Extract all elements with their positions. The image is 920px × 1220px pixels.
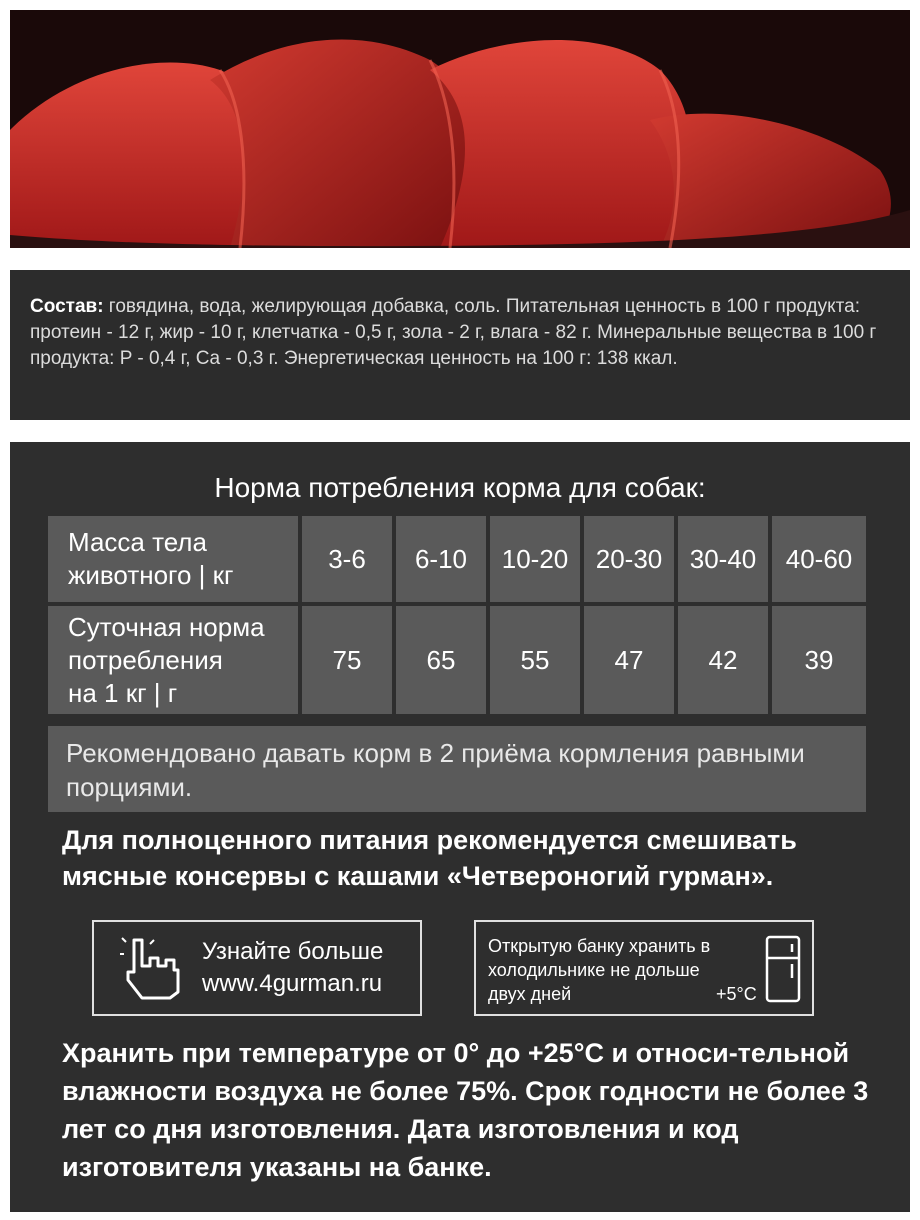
amount-cell: 47 (584, 606, 674, 714)
weight-cell: 10-20 (490, 516, 580, 602)
learn-more-text[interactable]: Узнайте больше www.4gurman.ru (202, 938, 384, 997)
fridge-temperature: +5°C (716, 984, 757, 1004)
weight-cell: 20-30 (584, 516, 674, 602)
learn-more-box[interactable] (92, 920, 422, 1016)
amount-row-label: Суточная норма потребления на 1 кг | г (48, 606, 298, 714)
mix-recommendation: Для полноценного питания рекомендуется смешивать мясные консервы с кашами «Четвероногий гурман». (62, 825, 797, 891)
fridge-text: Открытую банку хранить в холодильнике не дольше двух дней (488, 936, 711, 1004)
refrigerator-icon (764, 934, 802, 1004)
storage-conditions: Хранить при температуре от 0° до +25°C и относи-тельной влажности воздуха не более 75%. Срок годности не более 3 лет со дня изготовления. Дата изготовления и код изготовителя указаны на банке. (62, 1038, 869, 1182)
meat-photo (10, 10, 910, 248)
amount-cell: 65 (396, 606, 486, 714)
weight-cell: 40-60 (772, 516, 866, 602)
feeding-panel (10, 442, 910, 1212)
weight-cell: 3-6 (302, 516, 392, 602)
amount-cell: 39 (772, 606, 866, 714)
composition-body: говядина, вода, желирующая добавка, соль. Питательная ценность в 100 г продукта: протеин - 12 г, жир - 10 г, клетчатка - 0,5 г, зола - 2 г, влага - 82 г. Минеральные вещества в 100 г продукта: P - 0,4 г, Ca - 0,3 г. Энергетическая ценность на 100 г: 138 ккал. (30, 296, 877, 369)
fridge-box (474, 920, 814, 1016)
norm-title: Норма потребления корма для собак: (214, 472, 706, 503)
amount-cell: 42 (678, 606, 768, 714)
amount-cell: 55 (490, 606, 580, 714)
weight-cell: 30-40 (678, 516, 768, 602)
weight-row-label: Масса тела животного | кг (48, 516, 298, 602)
feeding-advice: Рекомендовано давать корм в 2 приёма кормления равными порциями. (48, 726, 866, 812)
pointing-hand-icon (120, 936, 184, 1002)
weight-cell: 6-10 (396, 516, 486, 602)
composition-block (10, 270, 910, 420)
composition-text (30, 294, 890, 372)
amount-cell: 75 (302, 606, 392, 714)
meat-slices-image (10, 10, 910, 248)
composition-label: Состав: (30, 296, 104, 317)
